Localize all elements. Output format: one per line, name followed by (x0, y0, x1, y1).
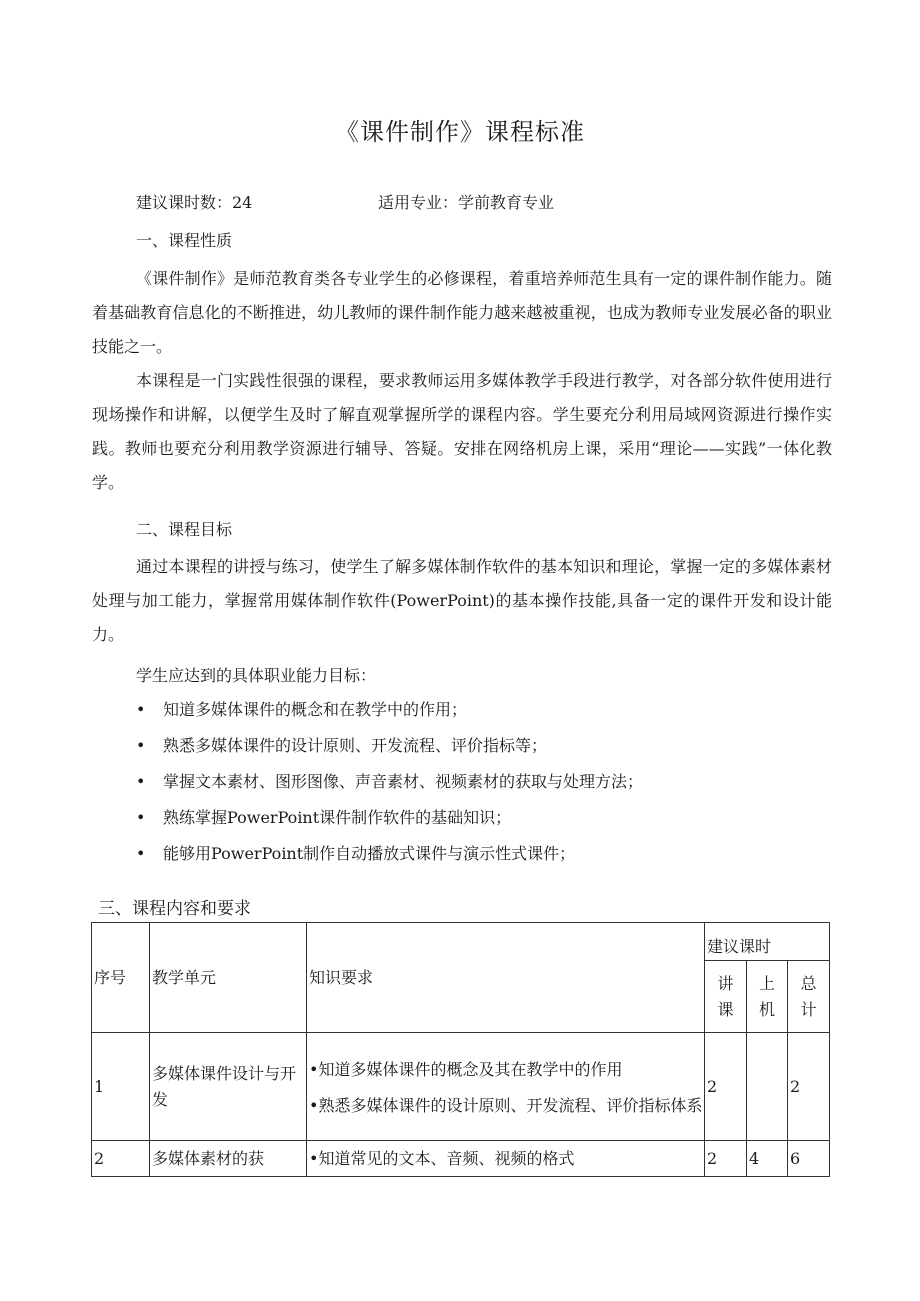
bullet-icon: • (136, 700, 146, 719)
row-lab-hours: 4 (747, 1141, 788, 1177)
bullet-icon: • (136, 808, 146, 827)
competency-list (136, 692, 643, 872)
section2-paragraph-2: 学生应达到的具体职业能力目标： (136, 666, 377, 685)
row-no: 2 (92, 1141, 150, 1177)
list-item-text: 熟悉多媒体课件的设计原则、开发流程、评价指标等； (163, 736, 548, 755)
header-suggested-hours: 建议课时 (705, 923, 830, 961)
row-total-hours: 6 (788, 1141, 830, 1177)
row-total-hours: 2 (788, 1033, 830, 1141)
list-item (136, 728, 643, 764)
row-requirements: •知道常见的文本、音频、视频的格式 (307, 1141, 705, 1177)
header-requirements: 知识要求 (307, 923, 705, 1033)
suggested-hours: 建议课时数：24 (136, 193, 253, 212)
list-item (136, 692, 643, 728)
section1-paragraph-1: 《课件制作》是师范教育类各专业学生的必修课程，着重培养师范生具有一定的课件制作能力。随着基础教育信息化的不断推进，幼儿教师的课件制作能力越来越被重视，也成为教师专业发展必备的职业技能之一。 (92, 269, 832, 356)
section3-heading: 三、课程内容和要求 (98, 899, 251, 919)
applicable-major: 适用专业：学前教育专业 (378, 193, 555, 212)
section2-heading: 二、课程目标 (136, 520, 233, 539)
row-unit: 多媒体课件设计与开发 (150, 1033, 307, 1141)
table-row (92, 1141, 830, 1177)
header-lecture: 讲 课 (705, 961, 747, 1033)
row-lab-hours (747, 1033, 788, 1141)
row-lecture-hours: 2 (705, 1141, 747, 1177)
bullet-icon: • (136, 772, 146, 791)
page-title: 《课件制作》课程标准 (335, 118, 585, 146)
list-item-text: 掌握文本素材、图形图像、声音素材、视频素材的获取与处理方法； (163, 772, 644, 791)
list-item (136, 764, 643, 800)
list-item-text: 熟练掌握PowerPoint课件制作软件的基础知识； (163, 808, 512, 827)
list-item (136, 800, 643, 836)
bullet-icon: • (136, 844, 146, 863)
row-unit: 多媒体素材的获 (150, 1141, 307, 1177)
list-item-text: 知道多媒体课件的概念和在教学中的作用； (163, 700, 468, 719)
header-total: 总 计 (788, 961, 830, 1033)
list-item (136, 836, 643, 872)
row-requirements: •知道多媒体课件的概念及其在教学中的作用 •熟悉多媒体课件的设计原则、开发流程、评价指标体系 (307, 1033, 705, 1141)
header-lab: 上 机 (747, 961, 788, 1033)
header-unit: 教学单元 (150, 923, 307, 1033)
section1-paragraph-2: 本课程是一门实践性很强的课程，要求教师运用多媒体教学手段进行教学，对各部分软件使用进行现场操作和讲解，以便学生及时了解直观掌握所学的课程内容。学生要充分利用局域网资源进行操作实践。教师也要充分利用教学资源进行辅导、答疑。安排在网络机房上课，采用“理论——实践”一体化教学。 (92, 371, 832, 492)
list-item-text: 能够用PowerPoint制作自动播放式课件与演示性式课件； (163, 844, 576, 863)
course-content-table (91, 922, 830, 1177)
section2-paragraph-1: 通过本课程的讲授与练习，使学生了解多媒体制作软件的基本知识和理论，掌握一定的多媒体素材处理与加工能力，掌握常用媒体制作软件(PowerPoint)的基本操作技能,具备一定的课件开发和设计能力。 (92, 557, 832, 644)
table-row (92, 1033, 830, 1141)
section1-heading: 一、课程性质 (136, 231, 233, 250)
header-no: 序号 (92, 923, 150, 1033)
row-lecture-hours: 2 (705, 1033, 747, 1141)
row-no: 1 (92, 1033, 150, 1141)
bullet-icon: • (136, 736, 146, 755)
